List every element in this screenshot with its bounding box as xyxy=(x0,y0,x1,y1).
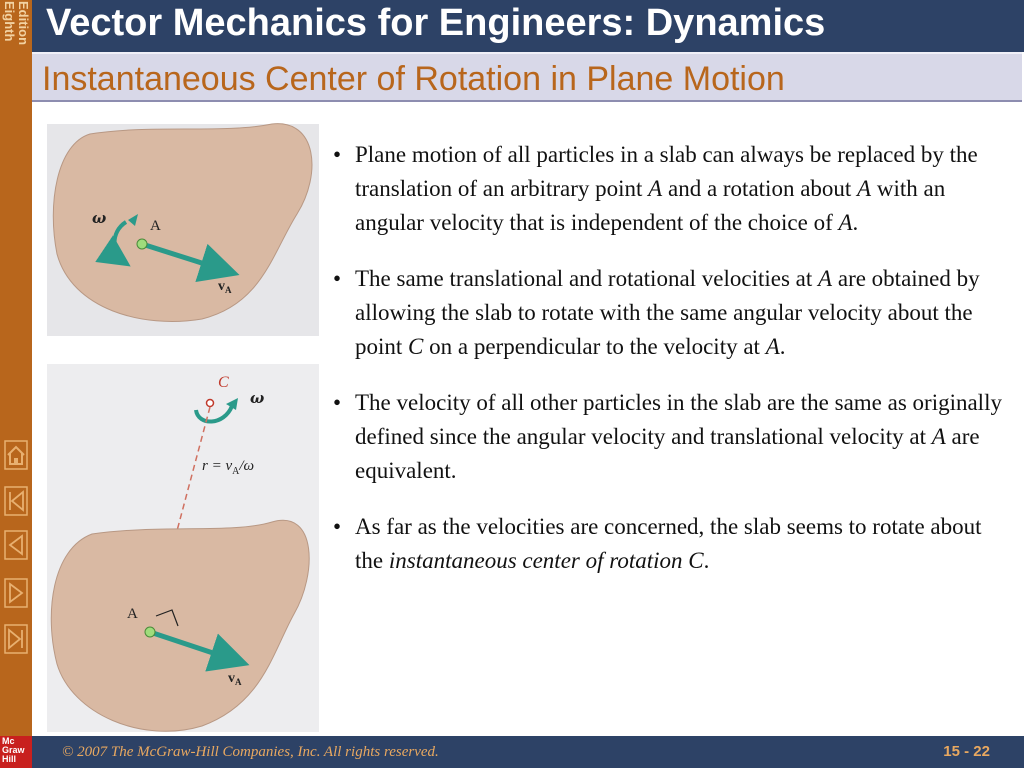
slide-content xyxy=(330,138,1014,600)
sidebar xyxy=(0,0,32,768)
point-a-label-bottom: A xyxy=(127,606,138,622)
page-number: 15 - 22 xyxy=(943,743,990,760)
point-a-top xyxy=(137,239,147,249)
bullet-text-run: . xyxy=(852,210,859,235)
first-slide-button[interactable] xyxy=(4,484,28,518)
edition-line1: Eighth xyxy=(2,1,17,42)
omega-label-bottom: ω xyxy=(250,389,265,407)
bullet-text-run: Plane motion of all particles in a slab can always be replaced by the translation of an arbitrary point xyxy=(355,142,978,201)
bullet-text-run: As far as the velocities are concerned, the slab seems to rotate about the xyxy=(355,514,982,573)
next-slide-button[interactable] xyxy=(4,576,28,610)
omega-label-top: ω xyxy=(92,209,107,227)
previous-slide-icon xyxy=(4,530,28,560)
bullet-text-run: C xyxy=(408,334,424,359)
velocity-label-bottom: $v_A$ xyxy=(228,671,242,687)
bullet-text-run: The same translational and rotational velocities at xyxy=(355,266,819,291)
subtitle-bar xyxy=(32,52,1022,102)
bullet-text-run: with an angular velocity that is independent of the choice of xyxy=(355,176,946,235)
bullet-item xyxy=(330,262,1014,364)
bullet-text-run: The velocity of all other particles in the slab are the same as originally defined since the angular velocity and translational velocity at xyxy=(355,390,1002,449)
bullet-text-run: A xyxy=(648,176,663,201)
copyright-text: © 2007 The McGraw-Hill Companies, Inc. All rights reserved. xyxy=(62,744,439,760)
bullet-text-run: A xyxy=(931,424,946,449)
bullet-text-run: . xyxy=(779,334,786,359)
bullet-item xyxy=(330,138,1014,240)
bullet-text-run: A xyxy=(818,266,833,291)
velocity-label-top: $v_A$ xyxy=(218,279,232,295)
last-slide-icon xyxy=(4,624,28,654)
edition-line2: Edition xyxy=(16,1,31,46)
bullet-text-run: A xyxy=(857,176,872,201)
logo-line2: Graw xyxy=(2,745,25,755)
point-c xyxy=(207,400,214,407)
bullet-item xyxy=(330,510,1014,578)
first-slide-icon xyxy=(4,486,28,516)
bullet-text-run: are obtained by allowing the slab to rotate with the same angular velocity about the point xyxy=(355,266,980,359)
edition-label xyxy=(0,0,32,62)
slide-footer xyxy=(32,736,1024,768)
logo-line3: Hill xyxy=(2,754,17,764)
bullet-list xyxy=(330,138,1014,578)
slab-bottom xyxy=(51,520,309,731)
point-a-label-top: A xyxy=(150,218,161,234)
bullet-text-run: instantaneous center of rotation C xyxy=(388,548,704,573)
figure-drawing xyxy=(32,104,322,734)
bullet-text-run: A xyxy=(838,210,853,235)
next-slide-icon xyxy=(4,578,28,608)
bullet-text-run: and a rotation about xyxy=(662,176,858,201)
slide-header xyxy=(32,0,1024,52)
mcgraw-hill-logo xyxy=(0,736,32,768)
rotation-figure xyxy=(32,104,322,734)
point-a-bottom xyxy=(145,627,155,637)
point-c-label: C xyxy=(218,374,229,391)
logo-line1: Mc xyxy=(2,736,15,746)
slide-subtitle: Instantaneous Center of Rotation in Plane Motion xyxy=(42,60,785,98)
home-button[interactable] xyxy=(4,438,28,472)
bullet-item xyxy=(330,386,1014,488)
slide-title: Vector Mechanics for Engineers: Dynamics xyxy=(46,2,826,44)
bullet-text-run: A xyxy=(765,334,780,359)
bullet-text-run: are equivalent. xyxy=(355,424,980,483)
radius-equation: $r = v_A/\omega$ xyxy=(202,458,255,477)
bullet-text-run: on a perpendicular to the velocity at xyxy=(423,334,766,359)
home-icon xyxy=(4,440,28,470)
previous-slide-button[interactable] xyxy=(4,528,28,562)
last-slide-button[interactable] xyxy=(4,622,28,656)
bullet-text-run: . xyxy=(703,548,710,573)
